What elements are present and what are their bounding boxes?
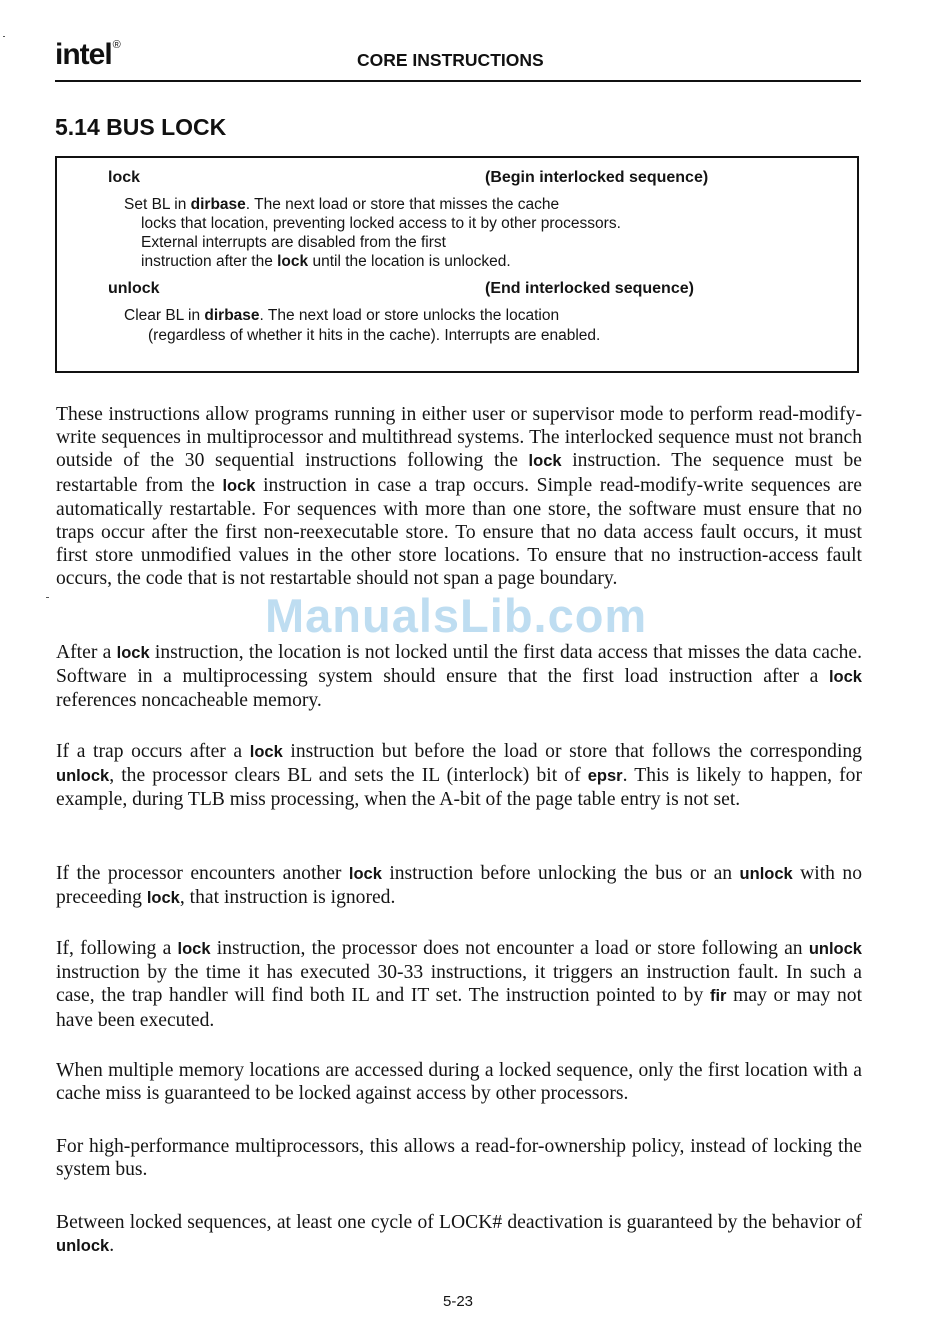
unlock-description-line: Clear BL in dirbase. The next load or store unlocks the location bbox=[124, 307, 560, 324]
body-paragraph: If, following a lock instruction, the processor does not encounter a load or store following an unlock instruction by the time it has executed 30-33 instructions, it triggers an instruction fault. In such a case, the trap handler will find both IL and IT set. The instruction pointed to by fir may or may not have been executed. bbox=[56, 938, 863, 1031]
body-paragraph: These instructions allow programs running in either user or supervisor mode to perform read-modify-write sequences in multiprocessor and multithread systems. The interlocked sequence must not branch outside of the 30 sequential instructions following the lock instruction. The sequence must be restartable from the lock instruction in case a trap occurs. Simple read-modify-write sequences are automatically restartable. For sequences with more than one store, the software must ensure that no traps occur after the first non-reexecutable store. To ensure that no data access fault occurs, it must first store unmodified values in the other store locations. To ensure that no instruction-access fault occurs, the code that is not restartable should not span a page boundary. bbox=[56, 404, 862, 590]
body-paragraph: Between locked sequences, at least one cycle of LOCK# deactivation is guaranteed by the behavior of unlock. bbox=[56, 1212, 862, 1257]
scan-speck bbox=[46, 597, 49, 598]
body-paragraph: If a trap occurs after a lock instruction but before the load or store that follows the corresponding unlock, the processor clears BL and sets the IL (interlock) bit of epsr. This is likely to happen, for example, during TLB miss processing, when the A-bit of the page table entry is not set. bbox=[56, 741, 863, 811]
body-paragraph: For high-performance multiprocessors, this allows a read-for-ownership policy, instead of locking the system bus. bbox=[56, 1136, 862, 1181]
scan-speck bbox=[3, 36, 5, 37]
instruction-name-unlock: unlock bbox=[108, 280, 160, 297]
page-number: 5-23 bbox=[443, 1293, 474, 1310]
watermark: ManualsLib.com bbox=[265, 589, 648, 642]
unlock-description-line: (regardless of whether it hits in the cache). Interrupts are enabled. bbox=[148, 327, 601, 344]
lock-description-line: locks that location, preventing locked access to it by other processors. bbox=[141, 215, 621, 232]
body-paragraph: If the processor encounters another lock instruction before unlocking the bus or an unlock with no preceeding lock, that instruction is ignored. bbox=[56, 863, 863, 909]
lock-description-line: External interrupts are disabled from the first bbox=[141, 234, 446, 251]
body-paragraph: After a lock instruction, the location is not locked until the first data access that misses the data cache. Software in a multiprocessing system should ensure that the first load instruction after a lock references noncacheable memory. bbox=[56, 642, 862, 712]
instruction-summary-unlock: (End interlocked sequence) bbox=[485, 280, 694, 297]
running-header-title: CORE INSTRUCTIONS bbox=[357, 50, 544, 70]
header-rule bbox=[55, 80, 861, 82]
body-paragraph: When multiple memory locations are accessed during a locked sequence, only the first location with a cache miss is guaranteed to be locked against access by other processors. bbox=[56, 1060, 862, 1105]
instruction-summary-lock: (Begin interlocked sequence) bbox=[485, 169, 709, 186]
lock-description-line: Set BL in dirbase. The next load or store that misses the cache bbox=[124, 196, 560, 213]
instruction-summary-box bbox=[55, 156, 859, 373]
instruction-name-lock: lock bbox=[108, 169, 141, 186]
intel-logo: intel® bbox=[55, 38, 120, 71]
lock-description-line: instruction after the lock until the location is unlocked. bbox=[141, 253, 511, 270]
section-title: 5.14 BUS LOCK bbox=[55, 114, 227, 140]
